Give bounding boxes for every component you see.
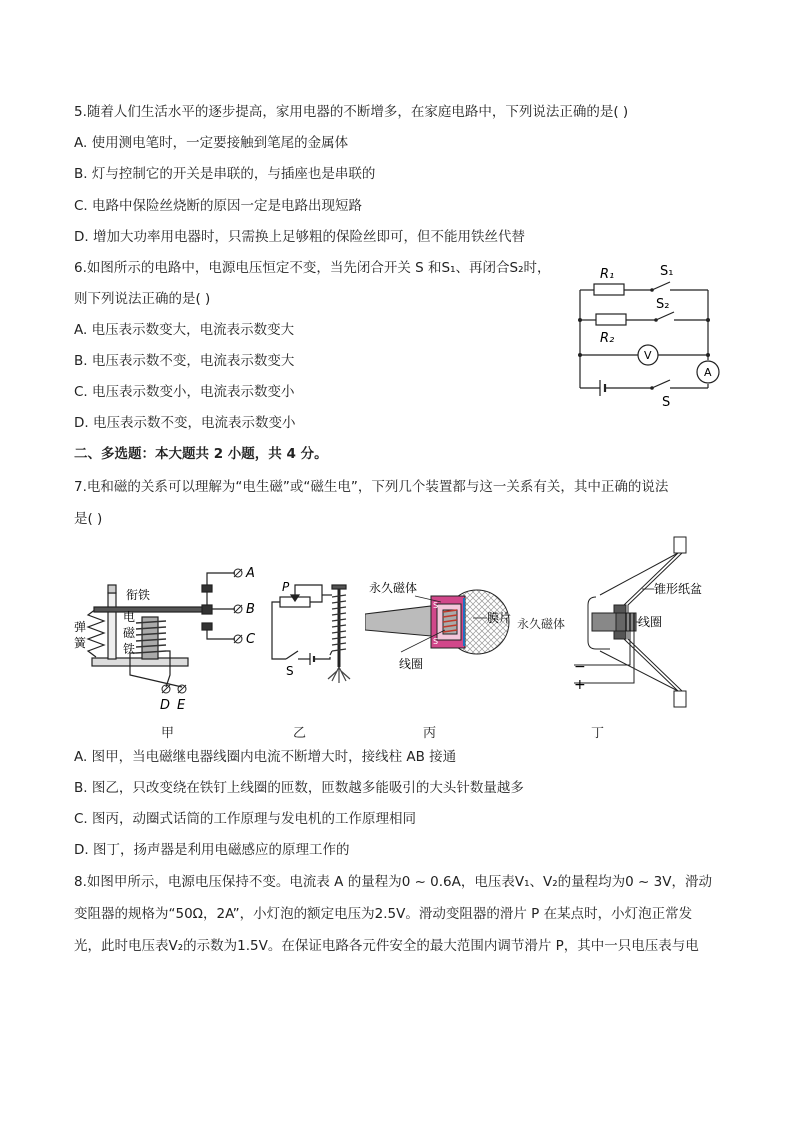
q5-option-d: D. 增加大功率用电器时，只需换上足够粗的保险丝即可，但不能用铁丝代替 [74,229,525,245]
q6-option-a: A. 电压表示数变大，电流表示数变大 [74,322,295,338]
caption-bing: 丙 [423,726,437,741]
terminal-e-label: E [177,698,186,713]
q6-option-d: D. 电压表示数不变，电流表示数变小 [74,415,296,431]
electromagnet-label-2: 磁 [123,626,136,640]
pins-icon [328,667,350,683]
spring-label-1: 弹 [74,620,87,634]
plus-terminal-label: + [574,677,586,693]
s1-switch [652,282,670,290]
q5-option-c: C. 电路中保险丝烧断的原因一定是电路出现短路 [74,198,363,214]
q6-stem-line2: 则下列说法正确的是( ) [74,291,211,307]
diaphragm-label: 膜片 [487,611,512,625]
q6-option-c: C. 电压表示数变小，电流表示数变小 [74,384,295,400]
s-switch [652,380,670,388]
q7-stem-line2: 是( ) [74,511,103,527]
terminal-b-label: B [246,602,255,617]
caption-jia: 甲 [161,726,175,741]
coil-label: 线圈 [399,657,424,671]
electromagnet-label-3: 铁 [123,642,136,656]
s-label: S [662,395,671,410]
fig-bing-microphone [365,580,535,690]
slider-p-label: P [282,580,290,594]
magnet-label: 永久磁体 [369,581,418,595]
terminal-a-label: A [246,566,255,581]
spring-label-2: 簧 [74,636,87,650]
q6-circuit-figure [570,258,730,410]
ammeter-label: A [704,366,712,379]
fig-yi-electromagnet [262,575,362,695]
switch-icon [286,651,298,659]
s1-label: S₁ [660,264,674,279]
terminal-c-label: C [246,632,256,647]
magnet-label-ding: 永久磁体 [517,617,566,631]
minus-terminal-label: − [574,659,586,675]
cone-label: 锥形纸盆 [654,582,703,596]
r1-label: R₁ [600,267,615,282]
electromagnet-label-1: 电 [123,610,136,624]
r2-resistor [596,314,626,325]
caption-yi: 乙 [293,726,307,741]
s2-label: S₂ [656,297,670,312]
coil-label: 线圈 [638,615,663,629]
q7-option-b: B. 图乙，只改变绕在铁钉上线圈的匝数，匝数越多能吸引的大头针数量越多 [74,780,524,796]
r1-resistor [594,284,624,295]
fig-jia-relay [70,555,270,715]
q8-line2: 变阻器的规格为“50Ω，2A”，小灯泡的额定电压为2.5V。滑动变阻器的滑片 P 在某点时，小灯泡正常发 [74,906,693,922]
spring-icon [88,609,104,657]
q6-stem-line1: 6.如图所示的电路中，电源电压恒定不变，当先闭合开关 S 和S₁、再闭合S₂时， [74,260,551,276]
q8-line1: 8.如图甲所示，电源电压保持不变。电流表 A 的量程为0 ~ 0.6A，电压表V₁、V₂的量程均为0 ~ 3V，滑动 [74,874,712,890]
q7-stem-line1: 7.电和磁的关系可以理解为“电生磁”或“磁生电”，下列几个装置都与这一关系有关，其中正确的说法 [74,479,669,495]
section-title-multiple-choice: 二、多选题：本大题共 2 小题，共 4 分。 [74,446,328,462]
q5-option-a: A. 使用测电笔时，一定要接触到笔尾的金属体 [74,135,349,151]
voltmeter-label: V [644,349,652,362]
pole-s-bottom: S [433,637,439,646]
armature-label: 衔铁 [126,588,151,602]
s2-switch [656,312,674,320]
terminal-d-label: D [160,698,171,713]
q7-option-a: A. 图甲，当电磁继电器线圈内电流不断增大时，接线柱 AB 接通 [74,749,457,765]
armature-icon [94,607,206,612]
q7-option-d: D. 图丁，扬声器是利用电磁感应的原理工作的 [74,842,350,858]
q5-option-b: B. 灯与控制它的开关是串联的，与插座也是串联的 [74,166,376,182]
pole-s-top: S [433,601,439,610]
q8-line3: 光，此时电压表V₂的示数为1.5V。在保证电路各元件安全的最大范围内调节滑片 P，其中一只电压表与电 [74,938,699,954]
switch-s-label: S [286,664,294,678]
q7-option-c: C. 图丙，动圈式话筒的工作原理与发电机的工作原理相同 [74,811,417,827]
fig-ding-speaker [570,535,730,710]
r2-label: R₂ [600,331,615,346]
caption-ding: 丁 [591,726,605,741]
speaker-icon [574,537,686,707]
q6-option-b: B. 电压表示数不变，电流表示数变大 [74,353,295,369]
q5-stem: 5.随着人们生活水平的逐步提高，家用电器的不断增多，在家庭电路中，下列说法正确的是( ) [74,104,629,120]
